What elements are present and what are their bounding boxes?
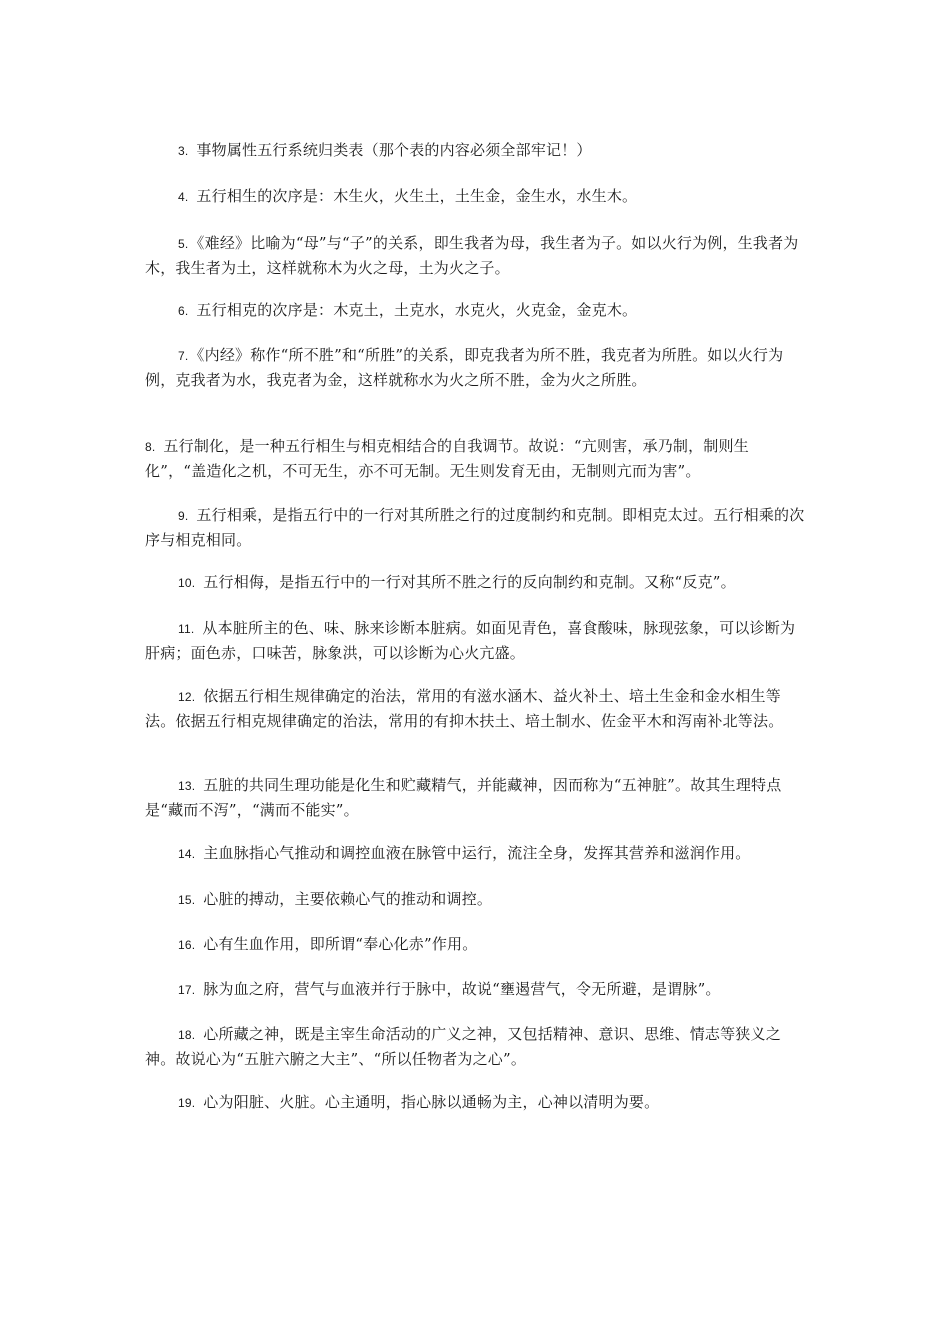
paragraph-5 xyxy=(145,231,810,280)
paragraph-13 xyxy=(145,773,810,822)
paragraph-text: 心所藏之神，既是主宰生命活动的广义之神，又包括精神、意识、思维、情志等狭义之神。故说心为“五脏六腑之大主”、“所以任物者为之心”。 xyxy=(145,1025,781,1068)
paragraph-number: 13. xyxy=(178,779,196,793)
paragraph-text: 从本脏所主的色、味、脉来诊断本脏病。如面见青色，喜食酸味，脉现弦象，可以诊断为肝病；面色赤，口味苦，脉象洪，可以诊断为心火亢盛。 xyxy=(145,619,796,662)
paragraph-text: 心脏的搏动，主要依赖心气的推动和调控。 xyxy=(203,890,493,908)
paragraph-text: 事物属性五行系统归类表（那个表的内容必须全部牢记！） xyxy=(196,141,592,159)
paragraph-number: 5. xyxy=(178,237,189,251)
paragraph-11 xyxy=(145,616,810,665)
paragraph-number: 6. xyxy=(178,304,189,318)
paragraph-17 xyxy=(145,977,810,1002)
paragraph-number: 11. xyxy=(178,622,195,636)
paragraph-number: 9. xyxy=(178,509,189,523)
paragraph-19 xyxy=(145,1090,810,1115)
paragraph-text: 五行相克的次序是：木克土，土克水，水克火，火克金，金克木。 xyxy=(196,301,638,319)
paragraph-text: 主血脉指心气推动和调控血液在脉管中运行，流注全身，发挥其营养和滋润作用。 xyxy=(203,844,751,862)
paragraph-7 xyxy=(145,343,810,392)
paragraph-text: 心有生血作用，即所谓“奉心化赤”作用。 xyxy=(203,935,478,953)
paragraph-number: 10. xyxy=(178,576,196,590)
paragraph-number: 8. xyxy=(145,440,156,454)
paragraph-number: 4. xyxy=(178,190,189,204)
paragraph-14 xyxy=(145,841,810,866)
paragraph-number: 16. xyxy=(178,938,196,952)
paragraph-number: 12. xyxy=(178,690,196,704)
paragraph-text: 《内经》称作“所不胜”和“所胜”的关系，即克我者为所不胜，我克者为所胜。如以火行为例，克我者为水，我克者为金，这样就称水为火之所不胜，金为火之所胜。 xyxy=(145,346,784,389)
paragraph-number: 17. xyxy=(178,983,196,997)
paragraph-number: 18. xyxy=(178,1028,196,1042)
paragraph-15 xyxy=(145,887,810,912)
paragraph-text: 依据五行相生规律确定的治法，常用的有滋水涵木、益火补土、培土生金和金水相生等法。依据五行相克规律确定的治法，常用的有抑木扶土、培土制水、佐金平木和泻南补北等法。 xyxy=(145,687,784,730)
paragraph-text: 五行相生的次序是：木生火，火生土，土生金，金生水，水生木。 xyxy=(196,187,638,205)
paragraph-9 xyxy=(145,503,810,552)
paragraph-12 xyxy=(145,684,810,733)
paragraph-10 xyxy=(145,570,810,595)
paragraph-text: 《难经》比喻为“母”与“子”的关系，即生我者为母，我生者为子。如以火行为例，生我者为木，我生者为土，这样就称木为火之母，土为火之子。 xyxy=(145,234,799,277)
paragraph-6 xyxy=(145,298,810,323)
paragraph-text: 五行相乘，是指五行中的一行对其所胜之行的过度制约和克制。即相克太过。五行相乘的次序与相克相同。 xyxy=(145,506,805,549)
paragraph-number: 7. xyxy=(178,349,189,363)
paragraph-3 xyxy=(145,138,810,163)
paragraph-8 xyxy=(145,434,810,483)
paragraph-number: 15. xyxy=(178,893,196,907)
paragraph-16 xyxy=(145,932,810,957)
paragraph-text: 五行制化，是一种五行相生与相克相结合的自我调节。故说：“亢则害，承乃制，制则生化”，“盖造化之机，不可无生，亦不可无制。无生则发育无由，无制则亢而为害”。 xyxy=(145,437,749,480)
paragraph-text: 五行相侮，是指五行中的一行对其所不胜之行的反向制约和克制。又称“反克”。 xyxy=(203,573,736,591)
paragraph-text: 五脏的共同生理功能是化生和贮藏精气，并能藏神，因而称为“五神脏”。故其生理特点是“藏而不泻”，“满而不能实”。 xyxy=(145,776,782,819)
paragraph-number: 3. xyxy=(178,144,189,158)
paragraph-number: 19. xyxy=(178,1096,196,1110)
paragraph-18 xyxy=(145,1022,810,1071)
paragraph-number: 14. xyxy=(178,847,196,861)
paragraph-text: 脉为血之府，营气与血液并行于脉中，故说“壅遏营气，令无所避，是谓脉”。 xyxy=(203,980,721,998)
paragraph-text: 心为阳脏、火脏。心主通明，指心脉以通畅为主，心神以清明为要。 xyxy=(203,1093,660,1111)
paragraph-4 xyxy=(145,184,810,209)
